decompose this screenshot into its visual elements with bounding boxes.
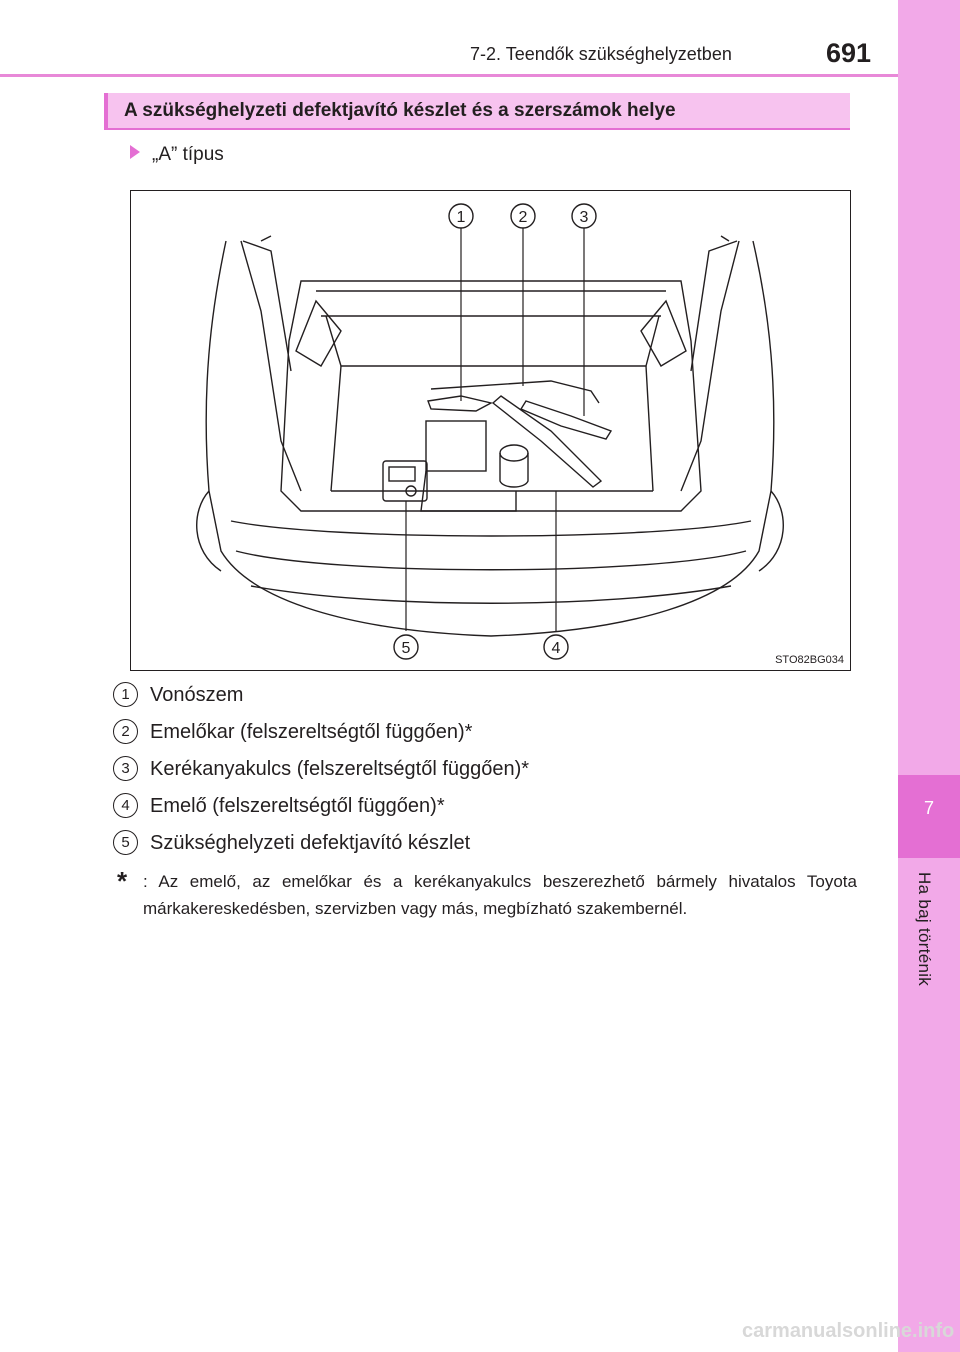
header-section-title: 7-2. Teendők szükséghelyzetben — [470, 44, 732, 64]
svg-text:1: 1 — [456, 209, 466, 226]
legend-text: Emelő (felszereltségtől függően)* — [150, 795, 445, 817]
legend-number: 1 — [113, 682, 138, 707]
section-heading — [104, 93, 850, 130]
callout-1 — [449, 204, 473, 228]
callout-markers — [131, 191, 850, 670]
chapter-title: Ha baj történik — [915, 872, 934, 987]
legend-text: Emelőkar (felszereltségtől függően)* — [150, 721, 473, 743]
svg-text:5: 5 — [401, 640, 411, 657]
section-heading-text: A szükséghelyzeti defektjavító készlet és a szerszámok helye — [124, 100, 676, 121]
legend-number: 2 — [113, 719, 138, 744]
legend-text: Vonószem — [150, 684, 244, 706]
triangle-arrow-icon — [130, 145, 140, 159]
legend-item — [113, 793, 445, 818]
legend-number: 4 — [113, 793, 138, 818]
legend-number: 3 — [113, 756, 138, 781]
legend-item — [113, 719, 472, 744]
legend-item — [113, 756, 529, 781]
footnote-text: : Az emelő, az emelőkar és a kerékanyakulcs beszerezhető bármely hivatalos Toyota márkakereskedésben, szervizben vagy más, megbízható szakembernél. — [143, 872, 857, 918]
figure-code: STO82BG034 — [775, 654, 844, 666]
legend-number: 5 — [113, 830, 138, 855]
legend-text: Kerékanyakulcs (felszereltségtől függően)* — [150, 758, 530, 780]
header-rule — [0, 74, 898, 77]
callout-2 — [511, 204, 535, 228]
svg-text:3: 3 — [579, 209, 589, 226]
watermark: carmanualsonline.info — [742, 1320, 955, 1342]
legend-item — [113, 830, 470, 855]
page-number: 691 — [826, 38, 872, 68]
side-tab — [898, 0, 960, 1352]
callout-3 — [572, 204, 596, 228]
footnote-marker: * — [117, 866, 128, 896]
type-label-row — [130, 144, 224, 166]
callout-4 — [544, 635, 568, 659]
type-label: „A” típus — [152, 144, 224, 165]
legend-item — [113, 682, 243, 707]
trunk-illustration — [130, 190, 851, 671]
chapter-number: 7 — [923, 798, 934, 818]
legend-text: Szükséghelyzeti defektjavító készlet — [150, 832, 471, 854]
footnote — [117, 868, 857, 922]
svg-text:4: 4 — [551, 640, 561, 657]
svg-text:2: 2 — [518, 209, 528, 226]
callout-5 — [394, 635, 418, 659]
